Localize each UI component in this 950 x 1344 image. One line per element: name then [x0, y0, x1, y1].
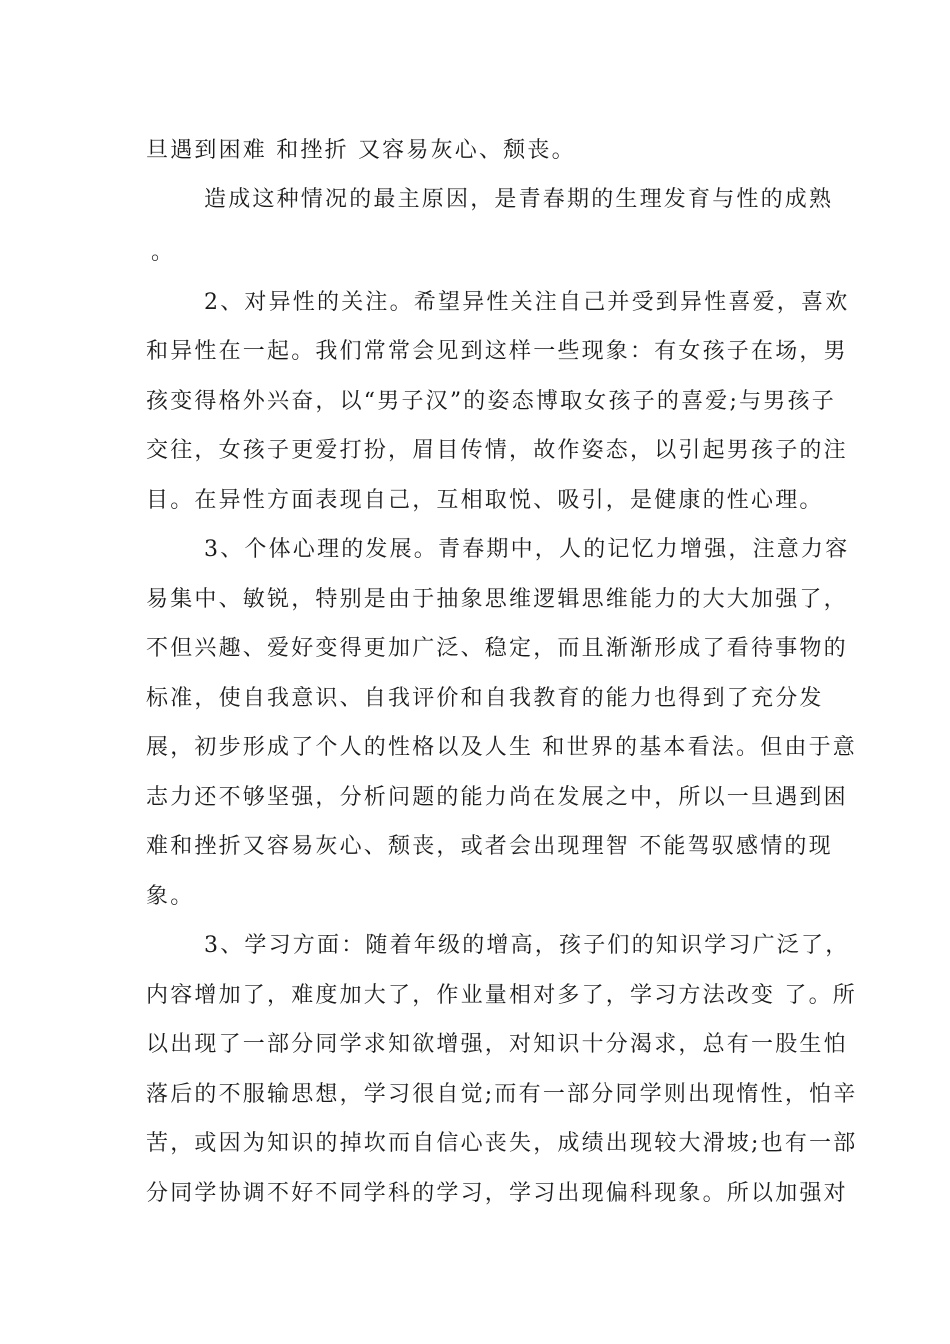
text-line: 和异性在一起。我们常常会见到这样一些现象：有女孩子在场，男 [146, 339, 848, 364]
text-line: 造成这种情况的最主原因，是青春期的生理发育与性的成熟 [204, 187, 834, 212]
text-line: 易集中、敏锐，特别是由于抽象思维逻辑思维能力的大大加强了， [146, 587, 848, 612]
text-line: 目。在异性方面表现自己，互相取悦、吸引，是健康的性心理。 [146, 488, 824, 513]
text-line: 难和挫折又容易灰心、颓丧，或者会出现理智 不能驾驭感情的现 [146, 834, 833, 859]
text-line: 3、学习方面：随着年级的增高，孩子们的知识学习广泛了， [204, 933, 850, 958]
text-line: 。 [151, 240, 176, 265]
text-line: 展，初步形成了个人的性格以及人生 和世界的基本看法。但由于意 [146, 735, 857, 760]
text-line: 交往，女孩子更爱打扮，眉目传情，故作姿态，以引起男孩子的注 [146, 438, 848, 463]
text-line: 志力还不够坚强，分析问题的能力尚在发展之中，所以一旦遇到困 [146, 785, 848, 810]
text-line: 落后的不服输思想，学习很自觉;而有一部分同学则出现惰性，怕辛 [146, 1082, 858, 1107]
text-line: 旦遇到困难 和挫折 又容易灰心、颓丧。 [146, 138, 576, 163]
text-line: 苦，或因为知识的掉坎而自信心丧失，成绩出现较大滑坡;也有一部 [146, 1131, 858, 1156]
text-line: 内容增加了，难度加大了，作业量相对多了，学习方法改变 了。所 [146, 983, 857, 1008]
text-line: 标准，使自我意识、自我评价和自我教育的能力也得到了充分发 [146, 686, 824, 711]
text-line: 象。 [146, 884, 195, 909]
text-line: 以出现了一部分同学求知欲增强，对知识十分渴求，总有一股生怕 [146, 1032, 848, 1057]
text-line: 2、对异性的关注。希望异性关注自己并受到异性喜爱，喜欢 [204, 290, 850, 315]
text-line: 不但兴趣、爱好变得更加广泛、稳定，而且渐渐形成了看待事物的 [146, 636, 848, 661]
text-line: 孩变得格外兴奋，以“男子汉”的姿态博取女孩子的喜爱;与男孩子 [146, 389, 836, 414]
text-line: 分同学协调不好不同学科的学习，学习出现偏科现象。所以加强对 [146, 1181, 848, 1206]
text-line: 3、个体心理的发展。青春期中，人的记忆力增强，注意力容 [204, 537, 850, 562]
